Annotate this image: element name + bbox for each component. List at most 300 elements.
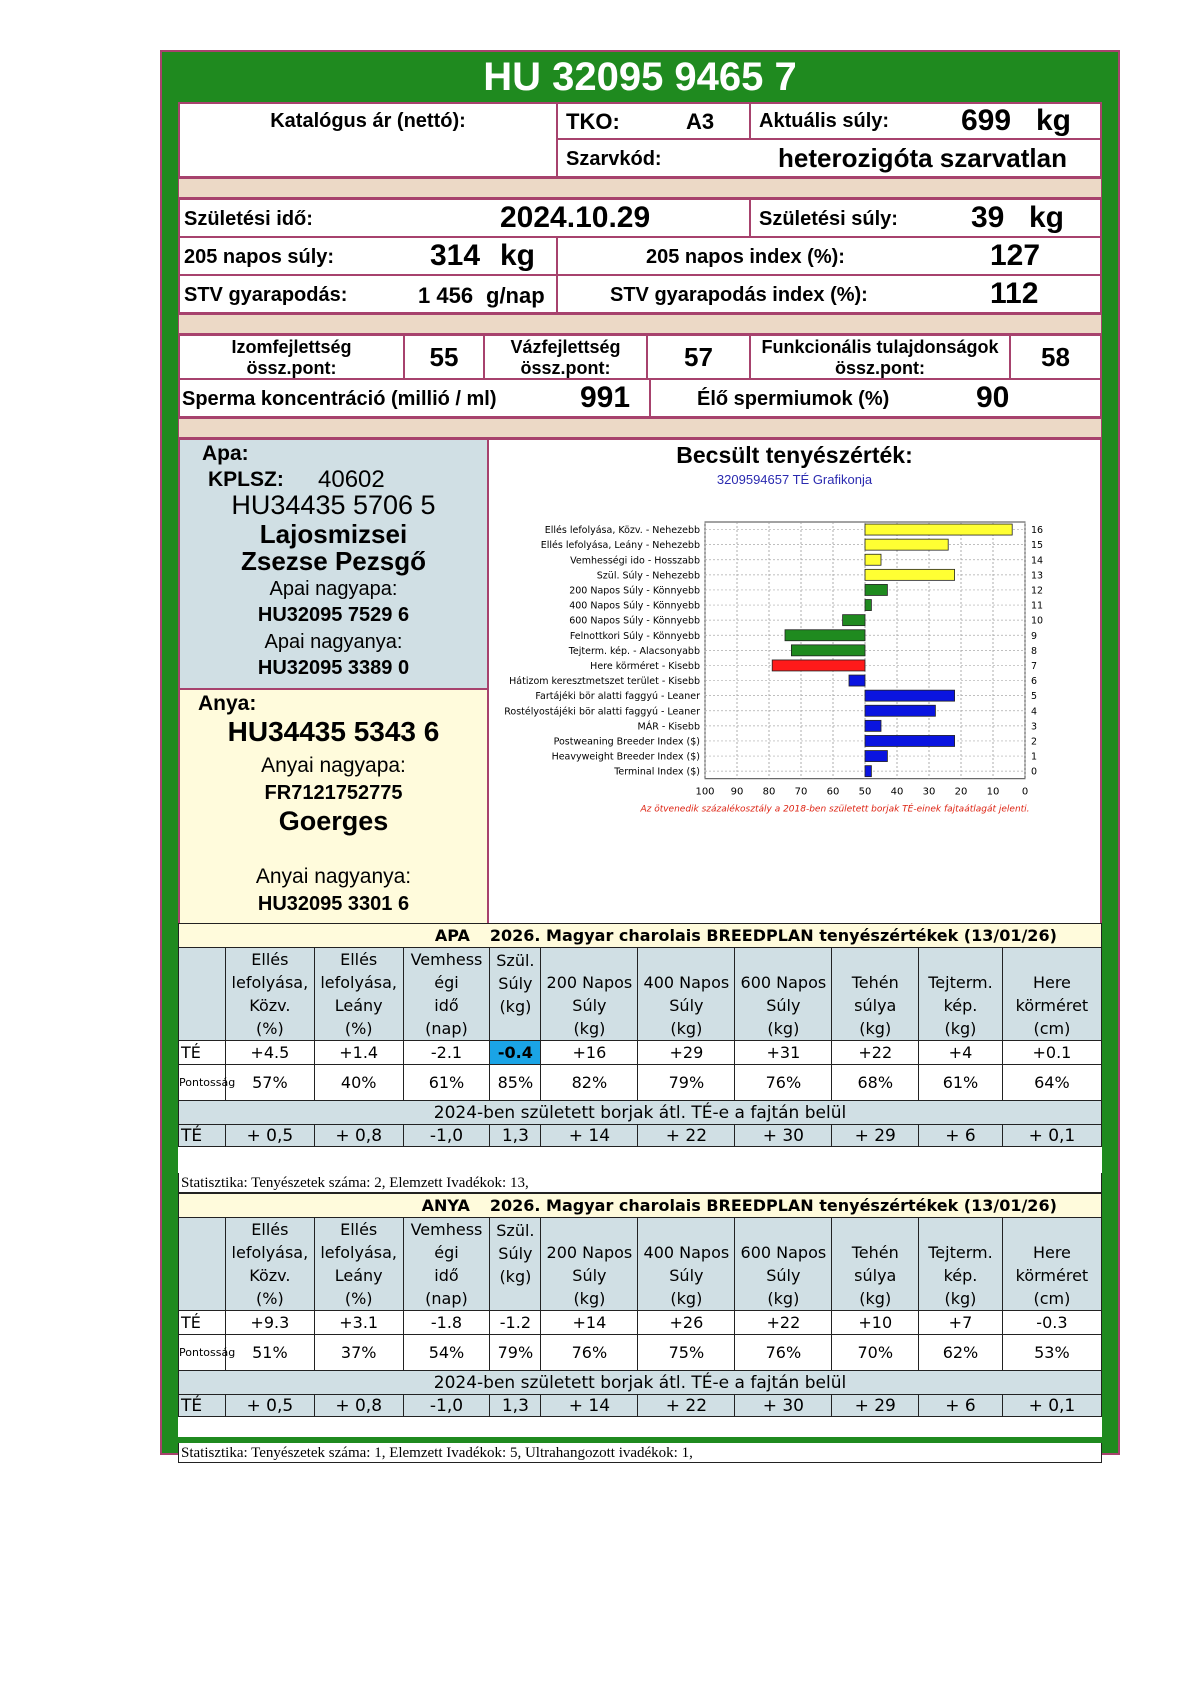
category-label: 400 Napos Súly - Könnyebb (569, 600, 700, 612)
anya-header-line: súlya (854, 1265, 897, 1285)
sire-accuracy-row (179, 1065, 1102, 1101)
category-label: Hátizom keresztmetszet terület - Kisebb (509, 676, 700, 688)
anya-header-line: Súly (498, 1243, 533, 1263)
anya-header-cell (490, 1218, 541, 1311)
anya-header-corner (179, 1218, 226, 1311)
x-tick-label: 50 (858, 786, 872, 798)
x-tick-label: 60 (826, 786, 840, 798)
anya-te-label: TÉ (179, 1311, 226, 1335)
category-label: Ellés lefolyása, Közv. - Nehezebb (544, 525, 700, 537)
frame-score-label-2: össz.pont: (520, 358, 611, 378)
apa-header-cell (638, 948, 735, 1041)
muscle-score-value: 55 (429, 342, 459, 372)
catalog-price-box (178, 102, 558, 178)
anya-header-line: (kg) (944, 1288, 977, 1308)
anya-header-cell (735, 1218, 832, 1311)
bar (865, 524, 1012, 535)
anya-avg-cell: + 0,1 (1002, 1395, 1101, 1417)
bar (865, 584, 887, 595)
right-axis-label: 4 (1031, 706, 1038, 718)
dam-grandmother-id: HU32095 3301 6 (257, 893, 410, 915)
horn-code-label: Szarvkód: (566, 148, 662, 170)
birth-date-box (178, 198, 751, 238)
apa-header-line (541, 949, 637, 971)
i205-value: 127 (990, 239, 1041, 272)
anya-header-cell (638, 1218, 735, 1311)
sire-table-title: 2026. Magyar charolais BREEDPLAN tenyészértékek (13/01/26) (490, 924, 1102, 948)
sire-table-who: APA (179, 924, 490, 948)
apa-avg-cell: + 22 (638, 1125, 735, 1147)
apa-accuracy-cell: 82% (541, 1065, 638, 1101)
current-weight-value: 699 (961, 104, 1012, 137)
birth-date-label: Születési idő: (184, 208, 313, 230)
sire-ebv-table (178, 923, 1102, 1147)
apa-te-cell: +22 (832, 1041, 919, 1065)
bar (865, 735, 955, 746)
right-axis-label: 2 (1031, 736, 1038, 748)
stvi-value: 112 (990, 277, 1039, 310)
tko-label: TKO: (566, 109, 620, 134)
separator (178, 418, 1102, 438)
dam-ebv-table (178, 1193, 1102, 1417)
i205-box (556, 236, 1102, 276)
sire-id: HU34435 5706 5 (231, 490, 436, 520)
anya-avg-cell: 1,3 (490, 1395, 541, 1417)
category-label: Fartájéki bör alatti faggyú - Leaner (535, 691, 700, 703)
anya-header-cell (919, 1218, 1003, 1311)
apa-te-cell: +16 (541, 1041, 638, 1065)
w205-label: 205 napos súly: (184, 246, 335, 268)
w205-unit: kg (500, 239, 536, 272)
anya-header-line (541, 1219, 637, 1241)
anya-header-cell (541, 1218, 638, 1311)
anya-header-line: idő (434, 1266, 459, 1285)
anya-header-line: Súly (669, 1265, 704, 1285)
anya-accuracy-cell: 37% (314, 1335, 403, 1371)
anya-te-cell: +14 (541, 1311, 638, 1335)
anya-header-cell (403, 1218, 490, 1311)
right-axis-label: 9 (1031, 630, 1038, 642)
apa-header-cell (832, 948, 919, 1041)
x-tick-label: 20 (954, 786, 968, 798)
x-tick-label: 30 (922, 786, 936, 798)
anya-accuracy-cell: 53% (1002, 1335, 1101, 1371)
tko-value: A3 (686, 109, 715, 134)
right-axis-label: 3 (1031, 721, 1038, 733)
anya-header-line: kép. (943, 1265, 978, 1285)
apa-header-line: lefolyása, (231, 973, 309, 992)
bar (849, 675, 865, 686)
anya-header-line (490, 1288, 540, 1310)
apa-te-cell: +4 (919, 1041, 1003, 1065)
bar (865, 766, 871, 777)
birth-weight-unit: kg (1029, 201, 1065, 234)
anya-accuracy-cell: 70% (832, 1335, 919, 1371)
apa-header-line: idő (434, 996, 459, 1015)
anya-header-line: Here (1032, 1242, 1071, 1262)
apa-header-cell (919, 948, 1003, 1041)
chart-note: Az ötvenedik százalékosztály a 2018-ben született borjak TÉ-einek fajtaátlagát jelenti. (640, 804, 1030, 815)
anya-header-line: lefolyása, (231, 1243, 309, 1262)
sperm-conc-value: 991 (580, 381, 631, 414)
muscle-score-value-box (403, 334, 485, 380)
muscle-score-label: Izomfejlettség (231, 337, 352, 357)
anya-avg-cell: + 6 (919, 1395, 1003, 1417)
sire-statistics: Statisztika: Tenyészetek száma: 2, Elemzett Ivadékok: 13, (178, 1173, 1102, 1193)
apa-avg-cell: 1,3 (490, 1125, 541, 1147)
apa-header-line: Here (1032, 972, 1071, 992)
apa-te-cell: -2.1 (403, 1041, 490, 1065)
anya-header-line (638, 1219, 734, 1241)
anya-header-line: Tejterm. (928, 1242, 993, 1262)
anya-avg-label: TÉ (179, 1395, 226, 1417)
i205-label: 205 napos index (%): (646, 246, 845, 268)
bar (865, 705, 935, 716)
category-label: 200 Napos Súly - Könnyebb (569, 585, 700, 597)
anya-te-cell: +7 (919, 1311, 1003, 1335)
x-tick-label: 80 (762, 786, 776, 798)
sire-title: Apa: (202, 442, 249, 465)
anya-header-line: (kg) (499, 1266, 532, 1286)
apa-header-corner (179, 948, 226, 1041)
sire-grandfather-label: Apai nagyapa: (269, 578, 398, 600)
x-tick-label: 0 (1021, 786, 1029, 798)
anya-header-line: Súly (572, 1265, 607, 1285)
anya-header-line: Szül. (496, 1220, 535, 1240)
anya-header-line: Leány (334, 1266, 383, 1285)
bar (865, 690, 955, 701)
apa-te-label: TÉ (179, 1041, 226, 1065)
frame-score-value: 57 (684, 342, 713, 372)
sire-grandmother-label: Apai nagyanya: (264, 631, 403, 653)
sire-avg-row (179, 1125, 1102, 1147)
anya-header-line: (kg) (670, 1288, 703, 1308)
anya-header-line (735, 1219, 831, 1241)
anya-avg-cell: + 30 (735, 1395, 832, 1417)
horn-code-value: heterozigóta szarvatlan (778, 143, 1067, 173)
anya-accuracy-cell: 76% (735, 1335, 832, 1371)
apa-header-line (832, 949, 918, 971)
birth-date-value: 2024.10.29 (500, 201, 651, 234)
anya-header-line: Közv. (249, 1266, 291, 1285)
category-label: Szül. Súly - Nehezebb (596, 570, 700, 582)
muscle-score-box (178, 334, 405, 380)
anya-header-cell (225, 1218, 314, 1311)
anya-avg-cell: -1,0 (403, 1395, 490, 1417)
apa-header-line: (kg) (499, 996, 532, 1016)
apa-header-line: (kg) (767, 1018, 800, 1038)
anya-te-cell: +9.3 (225, 1311, 314, 1335)
functional-score-box (749, 334, 1011, 380)
bar (865, 554, 881, 565)
frame-score-label: Vázfejlettség (510, 337, 621, 357)
anya-accuracy-cell: 76% (541, 1335, 638, 1371)
dam-accuracy-row (179, 1335, 1102, 1371)
apa-header-line: Közv. (249, 996, 291, 1015)
apa-avg-cell: + 0,5 (225, 1125, 314, 1147)
x-tick-label: 40 (890, 786, 904, 798)
anya-te-cell: +22 (735, 1311, 832, 1335)
bar (865, 751, 887, 762)
apa-header-line: Ellés (251, 950, 289, 969)
anya-header-line: (kg) (767, 1288, 800, 1308)
anya-accuracy-cell: 79% (490, 1335, 541, 1371)
current-weight-unit: kg (1036, 104, 1072, 137)
sire-panel (178, 438, 489, 690)
anya-header-line: Ellés (340, 1220, 378, 1239)
dam-title: Anya: (198, 692, 257, 715)
apa-header-line: Ellés (340, 950, 378, 969)
birth-weight-box (749, 198, 1102, 238)
anya-avg-cell: + 22 (638, 1395, 735, 1417)
anya-accuracy-cell: 75% (638, 1335, 735, 1371)
apa-accuracy-cell: 61% (403, 1065, 490, 1101)
apa-avg-cell: + 30 (735, 1125, 832, 1147)
apa-accuracy-cell: 61% (919, 1065, 1003, 1101)
bar (791, 645, 865, 656)
sire-kplsz-value: 40602 (318, 466, 385, 493)
apa-header-line: Súly (498, 973, 533, 993)
tko-box (556, 102, 751, 140)
sire-kplsz-label: KPLSZ: (208, 468, 284, 491)
functional-score-label: Funkcionális tulajdonságok (761, 337, 999, 357)
anya-header-line: 400 Napos (643, 1242, 730, 1262)
dam-grandfather-name: Goerges (278, 806, 389, 836)
apa-header-line: Súly (766, 995, 801, 1015)
anya-te-cell: -1.8 (403, 1311, 490, 1335)
apa-header-line: Vemhess (410, 950, 483, 969)
anya-header-line: lefolyása, (320, 1243, 397, 1262)
right-axis-label: 10 (1031, 615, 1044, 627)
anya-header-line: (%) (344, 1289, 373, 1308)
apa-te-cell: +0.1 (1002, 1041, 1101, 1065)
chart-heading: Becsült tenyészérték: (676, 442, 913, 468)
anya-header-line: 600 Napos (740, 1242, 827, 1262)
apa-header-cell (225, 948, 314, 1041)
apa-accuracy-cell: 76% (735, 1065, 832, 1101)
apa-header-line: Tejterm. (928, 972, 993, 992)
frame-score-box (483, 334, 648, 380)
bar (865, 539, 948, 550)
apa-accuracy-label: Pontosság (179, 1065, 226, 1101)
apa-header-cell (490, 948, 541, 1041)
apa-header-cell (403, 948, 490, 1041)
apa-te-cell: +1.4 (314, 1041, 403, 1065)
bar (785, 630, 865, 641)
right-axis-label: 13 (1031, 570, 1044, 582)
apa-header-line (638, 949, 734, 971)
w205-box (178, 236, 558, 276)
anya-header-cell (314, 1218, 403, 1311)
sire-table-header-row (179, 948, 1102, 1041)
category-label: Here körméret - Kisebb (590, 660, 700, 672)
category-label: Vemhességi ido - Hosszabb (570, 555, 700, 567)
apa-header-line: (nap) (425, 1019, 468, 1038)
right-axis-label: 8 (1031, 645, 1038, 657)
anya-avg-cell: + 29 (832, 1395, 919, 1417)
apa-header-line: (%) (256, 1019, 284, 1038)
apa-header-line: kép. (943, 995, 978, 1015)
sire-grandmother-id: HU32095 3389 0 (257, 657, 410, 679)
apa-accuracy-cell: 85% (490, 1065, 541, 1101)
live-sperm-value: 90 (976, 381, 1010, 414)
dam-grandfather-label: Anyai nagyapa: (261, 754, 406, 777)
sire-name-2: Zsezse Pezsgő (241, 546, 426, 576)
x-tick-label: 10 (986, 786, 1000, 798)
apa-header-line (1003, 949, 1101, 971)
apa-header-line: 200 Napos (546, 972, 633, 992)
anya-header-line: (nap) (425, 1289, 468, 1308)
apa-accuracy-cell: 68% (832, 1065, 919, 1101)
dam-panel (178, 688, 489, 925)
right-axis-label: 15 (1031, 540, 1044, 552)
right-axis-label: 1 (1031, 751, 1038, 763)
dam-te-row (179, 1311, 1102, 1335)
anya-header-line (832, 1219, 918, 1241)
catalog-price-label: Katalógus ár (nettó): (270, 110, 466, 132)
apa-header-line: (%) (344, 1019, 373, 1038)
category-label: 600 Napos Súly - Könnyebb (569, 615, 700, 627)
dam-grandfather-id: FR7121752775 (264, 782, 403, 804)
category-label: Felnottkori Súly - Könnyebb (569, 630, 700, 642)
apa-accuracy-cell: 57% (225, 1065, 314, 1101)
dam-statistics: Statisztika: Tenyészetek száma: 1, Elemzett Ivadékok: 5, Ultrahangozott ivadékok: 1, (178, 1443, 1102, 1463)
stv-label: STV gyarapodás: (184, 284, 348, 306)
anya-header-cell (832, 1218, 919, 1311)
apa-accuracy-cell: 79% (638, 1065, 735, 1101)
dam-table-title: 2026. Magyar charolais BREEDPLAN tenyészértékek (13/01/26) (490, 1194, 1102, 1218)
anya-header-line: Tehén (851, 1242, 899, 1262)
right-axis-label: 6 (1031, 676, 1038, 688)
breeding-value-chart-panel (487, 438, 1102, 925)
right-axis-label: 0 (1031, 766, 1038, 778)
chart-title: 3209594657 TÉ Grafikonja (716, 472, 873, 487)
x-tick-label: 90 (730, 786, 744, 798)
apa-header-line: (kg) (670, 1018, 703, 1038)
birth-weight-label: Születési súly: (759, 208, 898, 230)
right-axis-label: 11 (1031, 600, 1044, 612)
apa-header-line (919, 949, 1002, 971)
anya-te-cell: -0.3 (1002, 1311, 1101, 1335)
apa-header-line: (kg) (573, 1018, 606, 1038)
dam-grandmother-label: Anyai nagyanya: (255, 865, 412, 888)
right-axis-label: 12 (1031, 585, 1044, 597)
apa-header-line: Leány (334, 996, 383, 1015)
functional-score-value-box (1009, 334, 1102, 380)
apa-header-line: égi (434, 973, 459, 992)
bar (865, 600, 871, 611)
dam-avg-row (179, 1395, 1102, 1417)
functional-score-value: 58 (1041, 342, 1070, 372)
apa-avg-cell: -1,0 (403, 1125, 490, 1147)
apa-accuracy-cell: 40% (314, 1065, 403, 1101)
apa-header-line: lefolyása, (320, 973, 397, 992)
anya-header-line: égi (434, 1243, 459, 1262)
bar (772, 660, 865, 671)
w205-value: 314 (430, 239, 481, 272)
sperm-conc-label: Sperma koncentráció (millió / ml) (182, 388, 497, 410)
anya-header-line (919, 1219, 1002, 1241)
sheet-inner (178, 102, 1102, 1461)
anya-avg-cell: + 14 (541, 1395, 638, 1417)
stvi-label: STV gyarapodás index (%): (610, 284, 868, 306)
muscle-score-label-2: össz.pont: (246, 358, 337, 378)
category-label: Rostélyostájéki bör alatti faggyú - Leaner (504, 706, 700, 718)
anya-te-cell: -1.2 (490, 1311, 541, 1335)
anya-te-cell: +26 (638, 1311, 735, 1335)
sire-te-row (179, 1041, 1102, 1065)
animal-id-title: HU 32095 9465 7 (483, 55, 797, 99)
anya-header-line: körméret (1015, 1265, 1089, 1285)
apa-header-line: Súly (669, 995, 704, 1015)
anya-header-line: 200 Napos (546, 1242, 633, 1262)
functional-score-label-2: össz.pont: (835, 358, 925, 378)
anya-te-cell: +3.1 (314, 1311, 403, 1335)
apa-header-cell (314, 948, 403, 1041)
apa-avg-cell: + 6 (919, 1125, 1003, 1147)
apa-header-line: körméret (1015, 995, 1089, 1015)
anya-header-line: Súly (766, 1265, 801, 1285)
apa-te-cell: +31 (735, 1041, 832, 1065)
anya-avg-cell: + 0,5 (225, 1395, 314, 1417)
apa-te-cell: +29 (638, 1041, 735, 1065)
apa-avg-cell: + 0,8 (314, 1125, 403, 1147)
apa-header-cell (1002, 948, 1101, 1041)
right-axis-label: 16 (1031, 525, 1044, 537)
anya-header-line (1003, 1219, 1101, 1241)
apa-header-line: súlya (854, 995, 897, 1015)
category-label: Postweaning Breeder Index ($) (553, 736, 700, 748)
apa-header-line: Szül. (496, 950, 535, 970)
stv-unit: g/nap (486, 283, 545, 308)
current-weight-box (749, 102, 1102, 140)
anya-header-line: (%) (256, 1289, 284, 1308)
anya-header-line: (kg) (573, 1288, 606, 1308)
apa-header-line (490, 1018, 540, 1040)
sire-avg-title: 2024-ben született borjak átl. TÉ-e a fajtán belül (179, 1101, 1102, 1125)
anya-header-cell (1002, 1218, 1101, 1311)
horn-code-box (556, 138, 1102, 178)
anya-te-cell: +10 (832, 1311, 919, 1335)
apa-header-cell (541, 948, 638, 1041)
apa-te-cell: +4.5 (225, 1041, 314, 1065)
right-axis-label: 14 (1031, 555, 1044, 567)
separator (178, 314, 1102, 334)
frame-score-value-box (646, 334, 751, 380)
right-axis-label: 7 (1031, 660, 1038, 672)
apa-header-line: Súly (572, 995, 607, 1015)
anya-header-line: (kg) (859, 1288, 892, 1308)
dam-table-who: ANYA (179, 1194, 490, 1218)
apa-avg-cell: + 0,1 (1002, 1125, 1101, 1147)
x-tick-label: 100 (695, 786, 715, 798)
anya-header-line: Ellés (251, 1220, 289, 1239)
apa-avg-cell: + 29 (832, 1125, 919, 1147)
birth-weight-value: 39 (971, 201, 1005, 234)
apa-accuracy-cell: 64% (1002, 1065, 1101, 1101)
apa-header-line (735, 949, 831, 971)
bar (865, 569, 955, 580)
apa-avg-label: TÉ (179, 1125, 226, 1147)
apa-header-line: Tehén (851, 972, 899, 992)
category-label: MÁR - Kisebb (637, 721, 700, 733)
stvi-box (556, 274, 1102, 314)
anya-avg-cell: + 0,8 (314, 1395, 403, 1417)
category-label: Heavyweight Breeder Index ($) (551, 751, 700, 763)
category-label: Tejterm. kép. - Alacsonyabb (568, 645, 700, 657)
anya-accuracy-label: Pontosság (179, 1335, 226, 1371)
dam-table-header-row (179, 1218, 1102, 1311)
